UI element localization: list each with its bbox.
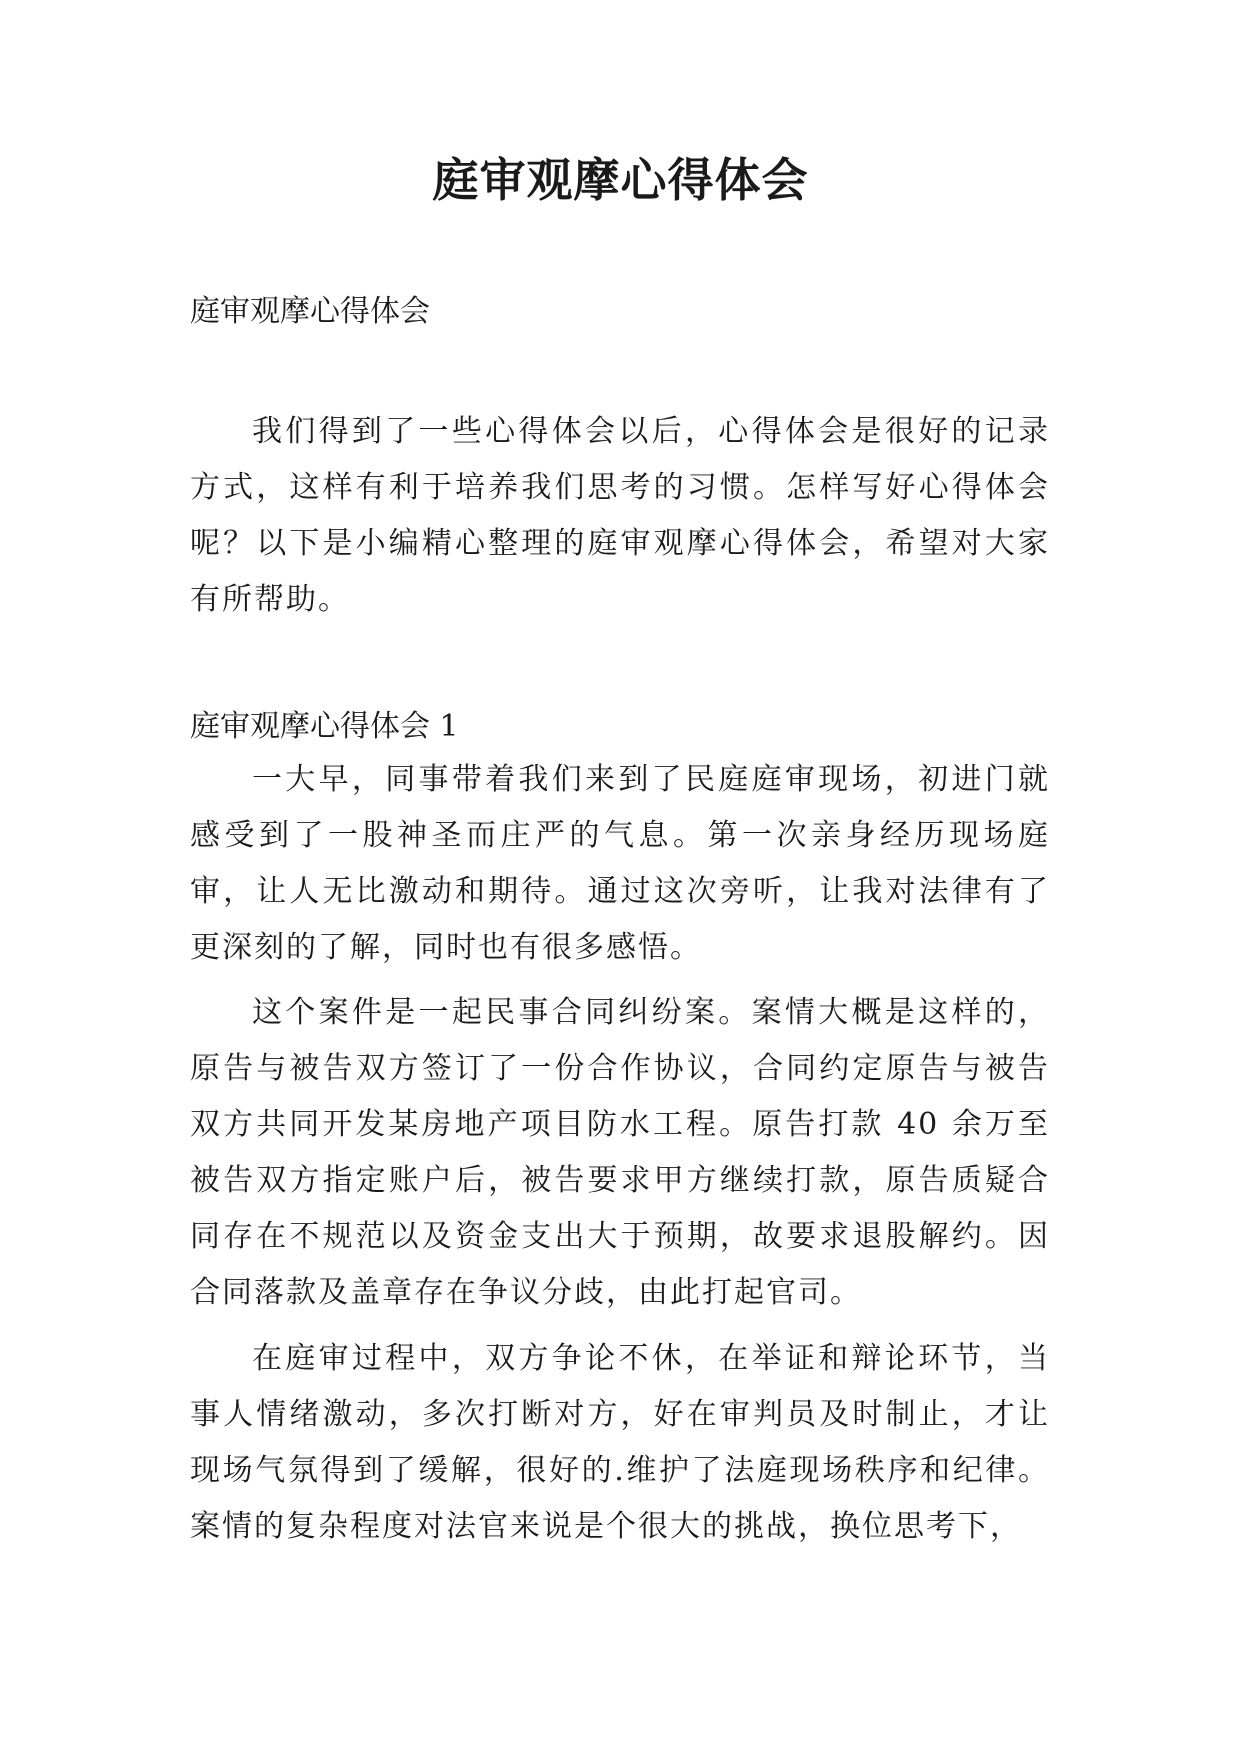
body-paragraph: 一大早，同事带着我们来到了民庭庭审现场，初进门就感受到了一股神圣而庄严的气息。第一次亲身经历现场庭审，让人无比激动和期待。通过这次旁听，让我对法律有了更深刻的了解，同时也有很多感悟。 [190,762,1050,965]
body-paragraph: 在庭审过程中，双方争论不休，在举证和辩论环节，当事人情绪激动，多次打断对方，好在审判员及时制止，才让现场气氛得到了缓解，很好的.维护了法庭现场秩序和纪律。案情的复杂程度对法官来说是个很大的挑战，换位思考下， [190,1341,1050,1544]
document-title: 庭审观摩心得体会 [432,153,809,207]
document-subtitle: 庭审观摩心得体会 [190,294,430,329]
body-paragraph: 这个案件是一起民事合同纠纷案。案情大概是这样的，原告与被告双方签订了一份合作协议，合同约定原告与被告双方共同开发某房地产项目防水工程。原告打款 40 余万至被告双方指定账户后，被告要求甲方继续打款，原告质疑合同存在不规范以及资金支出大于预期，故要求退股解约。因合同落款及盖章存在争议分歧，由此打起官司。 [190,995,1050,1310]
intro-paragraph: 我们得到了一些心得体会以后，心得体会是很好的记录方式，这样有利于培养我们思考的习惯。怎样写好心得体会呢？以下是小编精心整理的庭审观摩心得体会，希望对大家有所帮助。 [190,414,1050,617]
section-heading: 庭审观摩心得体会 1 [190,709,459,744]
